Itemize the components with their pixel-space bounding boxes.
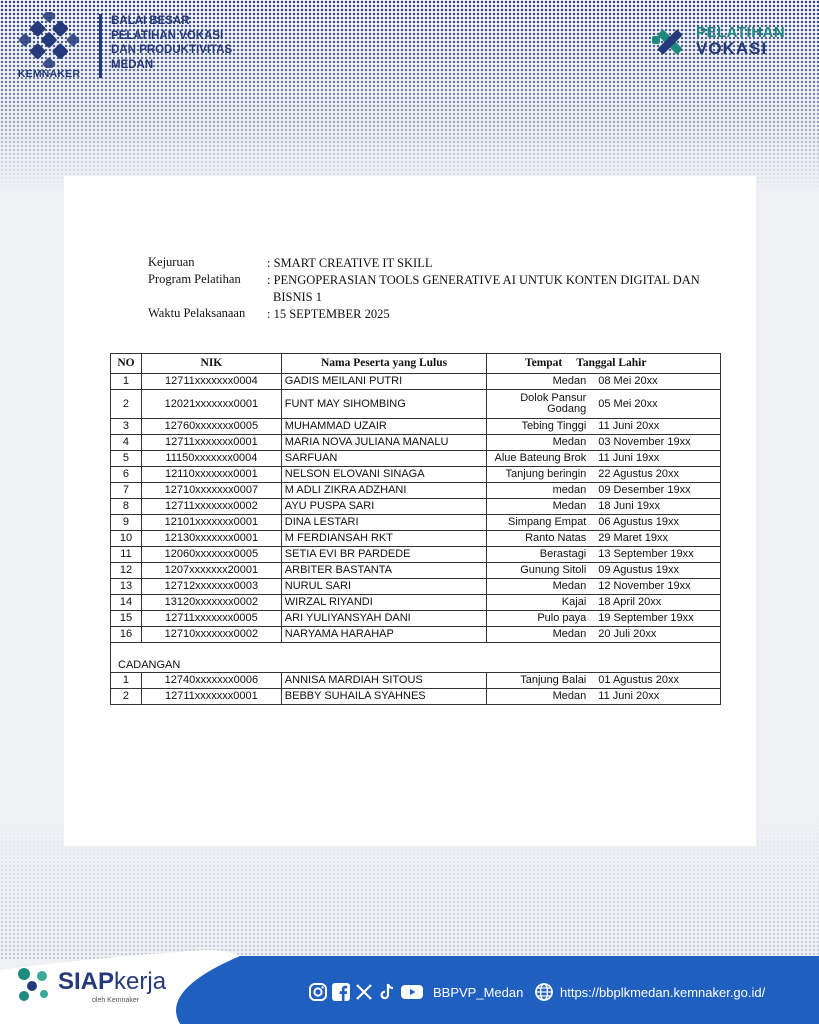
row-tanggal: 22 Agustus 20xx: [598, 468, 679, 480]
row-tempat-tanggal: [487, 499, 721, 515]
siapkerja-brand-bold: SIAP: [58, 968, 115, 995]
row-tempat-tanggal: [487, 374, 721, 390]
row-nama: GADIS MEILANI PUTRI: [281, 374, 486, 390]
row-tanggal: 09 Agustus 19xx: [598, 564, 679, 576]
row-nik: 12760xxxxxxx0005: [141, 419, 281, 435]
row-nama: ARBITER BASTANTA: [281, 563, 486, 579]
row-no: 8: [111, 499, 142, 515]
row-no: 7: [111, 483, 142, 499]
row-tempat-tanggal: [487, 390, 721, 419]
website-url[interactable]: https://bbplkmedan.kemnaker.go.id/: [560, 984, 766, 1000]
tiktok-icon[interactable]: [377, 982, 397, 1002]
table-row: [111, 515, 721, 531]
globe-icon: [534, 982, 554, 1002]
table-row: [111, 451, 721, 467]
table-header-row: [111, 354, 721, 374]
table-row: [111, 595, 721, 611]
row-nik: 12060xxxxxxx0005: [141, 547, 281, 563]
row-tempat: Gunung Sitoli: [520, 564, 587, 576]
row-tempat-tanggal: [487, 673, 721, 689]
table-row: [111, 563, 721, 579]
row-tanggal: 03 November 19xx: [598, 436, 691, 448]
row-tempat: Ranto Natas: [525, 532, 587, 544]
row-nik: 12712xxxxxxx0003: [141, 579, 281, 595]
table-row: [111, 390, 721, 419]
social-handle[interactable]: BBPVP_Medan: [433, 984, 524, 1000]
row-tempat: Berastagi: [539, 548, 587, 560]
program-label: Program Pelatihan: [148, 272, 241, 286]
waktu-value: : 15 SEPTEMBER 2025: [267, 307, 390, 321]
row-tanggal: 01 Agustus 20xx: [598, 674, 679, 686]
pelatihan-vokasi-logo: [650, 22, 810, 62]
row-nama: SETIA EVI BR PARDEDE: [281, 547, 486, 563]
row-tempat-tanggal: [487, 563, 721, 579]
table-row: [111, 374, 721, 390]
row-tempat: Medan: [552, 628, 587, 640]
row-tanggal: 13 September 19xx: [598, 548, 694, 560]
row-no: 5: [111, 451, 142, 467]
row-nik: 12101xxxxxxx0001: [141, 515, 281, 531]
row-tanggal: 18 Juni 19xx: [598, 500, 661, 512]
kejuruan-value: : SMART CREATIVE IT SKILL: [267, 256, 433, 270]
row-nama: ANNISA MARDIAH SITOUS: [281, 673, 486, 689]
row-no: 14: [111, 595, 142, 611]
row-tempat-tanggal: [487, 689, 721, 705]
row-nama: MARIA NOVA JULIANA MANALU: [281, 435, 486, 451]
participant-table: [110, 353, 721, 705]
row-nik: 12710xxxxxxx0002: [141, 627, 281, 643]
x-icon[interactable]: [354, 982, 374, 1002]
row-tempat: Simpang Empat: [508, 516, 587, 528]
row-nik: 1207xxxxxxx20001: [141, 563, 281, 579]
header-tempat-tanggal: [487, 354, 721, 374]
table-row: [111, 611, 721, 627]
row-nama: FUNT MAY SIHOMBING: [281, 390, 486, 419]
row-tanggal: 20 Juli 20xx: [598, 628, 657, 640]
row-tempat: Tanjung Balai: [520, 674, 587, 686]
row-tempat: Medan: [552, 500, 587, 512]
program-value-cont: BISNIS 1: [273, 290, 322, 304]
table-row: [111, 467, 721, 483]
row-tanggal: 11 Juni 20xx: [598, 420, 660, 432]
row-tempat: Medan: [552, 580, 587, 592]
vokasi-mark-icon: [650, 22, 694, 62]
row-no: 1: [111, 673, 142, 689]
row-nama: ARI YULIYANSYAH DANI: [281, 611, 486, 627]
table-row: [111, 483, 721, 499]
row-tempat: Alue Bateung Brok: [494, 452, 587, 464]
row-tanggal: 09 Desember 19xx: [598, 484, 691, 496]
row-tempat: Tanjung beringin: [505, 468, 587, 480]
row-nama: M ADLI ZIKRA ADZHANI: [281, 483, 486, 499]
siapkerja-brand-light: kerja: [114, 968, 167, 995]
row-tempat-tanggal: [487, 483, 721, 499]
website-link[interactable]: [534, 980, 765, 1004]
row-nik: 12740xxxxxxx0006: [141, 673, 281, 689]
kemnaker-logo: [12, 12, 86, 82]
row-tempat-tanggal: [487, 611, 721, 627]
header-nama: Nama Peserta yang Lulus: [281, 354, 486, 374]
row-no: 11: [111, 547, 142, 563]
vokasi-logo-line2: VOKASI: [696, 39, 768, 58]
row-no: 9: [111, 515, 142, 531]
row-nik: 12130xxxxxxx0001: [141, 531, 281, 547]
row-nama: M FERDIANSAH RKT: [281, 531, 486, 547]
siapkerja-subtitle: oleh Kemnaker: [92, 997, 140, 1004]
row-tempat: Dolok Pansur Godang: [520, 392, 587, 415]
kemnaker-emblem-icon: [12, 12, 86, 68]
facebook-icon[interactable]: [331, 982, 351, 1002]
program-value: : PENGOPERASIAN TOOLS GENERATIVE AI UNTUK KONTEN DIGITAL DAN: [267, 273, 700, 287]
row-nama: MUHAMMAD UZAIR: [281, 419, 486, 435]
table-row: [111, 531, 721, 547]
row-tanggal: 05 Mei 20xx: [598, 397, 658, 410]
row-tempat-tanggal: [487, 451, 721, 467]
header-no: NO: [111, 354, 142, 374]
row-no: 12: [111, 563, 142, 579]
reserve-spacer-row: [111, 643, 721, 659]
row-tempat: Kajai: [561, 596, 587, 608]
youtube-icon[interactable]: [400, 982, 424, 1002]
row-no: 16: [111, 627, 142, 643]
row-nama: SARFUAN: [281, 451, 486, 467]
row-no: 1: [111, 374, 142, 390]
row-tanggal: 19 September 19xx: [598, 612, 694, 624]
row-tanggal: 08 Mei 20xx: [598, 375, 658, 387]
row-nik: 12711xxxxxxx0005: [141, 611, 281, 627]
table-row: [111, 689, 721, 705]
row-nama: DINA LESTARI: [281, 515, 486, 531]
siapkerja-logo: [14, 964, 214, 1012]
row-tempat: Medan: [552, 690, 587, 702]
row-nik: 13120xxxxxxx0002: [141, 595, 281, 611]
row-tempat-tanggal: [487, 595, 721, 611]
row-tempat: Tebing Tinggi: [521, 420, 587, 432]
header-divider: [99, 14, 102, 78]
row-nik: 12711xxxxxxx0001: [141, 689, 281, 705]
row-tanggal: 18 April 20xx: [598, 596, 662, 608]
kemnaker-logo-label: KEMNAKER: [17, 68, 81, 80]
row-nama: BEBBY SUHAILA SYAHNES: [281, 689, 486, 705]
header-tempat: Tempat: [524, 357, 563, 369]
waktu-label: Waktu Pelaksanaan: [148, 306, 246, 320]
kejuruan-label: Kejuruan: [148, 255, 195, 269]
header-nik: NIK: [141, 354, 281, 374]
row-no: 2: [111, 390, 142, 419]
row-nik: 12710xxxxxxx0007: [141, 483, 281, 499]
row-tempat-tanggal: [487, 547, 721, 563]
row-tanggal: 12 November 19xx: [598, 580, 691, 592]
row-no: 15: [111, 611, 142, 627]
row-nik: 12021xxxxxxx0001: [141, 390, 281, 419]
row-tempat-tanggal: [487, 515, 721, 531]
row-tempat-tanggal: [487, 579, 721, 595]
social-links: [308, 980, 523, 1004]
row-tempat-tanggal: [487, 531, 721, 547]
row-nik: 12711xxxxxxx0004: [141, 374, 281, 390]
table-row: [111, 547, 721, 563]
row-tempat-tanggal: [487, 435, 721, 451]
row-nama: WIRZAL RIYANDI: [281, 595, 486, 611]
siapkerja-mark-icon: [14, 964, 54, 1004]
vokasi-logo-line1: PELATIHAN: [696, 24, 786, 41]
row-nama: AYU PUSPA SARI: [281, 499, 486, 515]
row-no: 3: [111, 419, 142, 435]
table-row: [111, 627, 721, 643]
siapkerja-wordmark: [58, 968, 166, 996]
instagram-icon[interactable]: [308, 982, 328, 1002]
table-row: [111, 419, 721, 435]
row-no: 13: [111, 579, 142, 595]
row-tanggal: 11 Juni 19xx: [598, 452, 660, 464]
row-nama: NURUL SARI: [281, 579, 486, 595]
institution-name: BALAI BESAR PELATIHAN VOKASI DAN PRODUKTIVITAS MEDAN: [111, 15, 233, 71]
row-tempat-tanggal: [487, 627, 721, 643]
row-nik: 12711xxxxxxx0002: [141, 499, 281, 515]
row-nik: 12711xxxxxxx0001: [141, 435, 281, 451]
table-row: [111, 673, 721, 689]
row-tanggal: 29 Maret 19xx: [598, 532, 668, 544]
row-no: 6: [111, 467, 142, 483]
row-tempat-tanggal: [487, 467, 721, 483]
row-no: 4: [111, 435, 142, 451]
row-tempat-tanggal: [487, 419, 721, 435]
row-nik: 12110xxxxxxx0001: [141, 467, 281, 483]
row-nama: NELSON ELOVANI SINAGA: [281, 467, 486, 483]
table-row: [111, 435, 721, 451]
header-tanggal: Tanggal Lahir: [576, 357, 647, 369]
row-tempat: medan: [552, 484, 587, 496]
table-row: [111, 499, 721, 515]
row-tempat: Medan: [552, 375, 587, 387]
row-no: 2: [111, 689, 142, 705]
reserve-label: CADANGAN: [111, 659, 721, 673]
row-no: 10: [111, 531, 142, 547]
reserve-label-row: [111, 659, 721, 673]
row-tanggal: 11 Juni 20xx: [598, 690, 660, 702]
row-nik: 11150xxxxxxx0004: [141, 451, 281, 467]
row-tempat: Medan: [552, 436, 587, 448]
row-tanggal: 06 Agustus 19xx: [598, 516, 679, 528]
row-nama: NARYAMA HARAHAP: [281, 627, 486, 643]
table-row: [111, 579, 721, 595]
row-tempat: Pulo paya: [537, 612, 587, 624]
